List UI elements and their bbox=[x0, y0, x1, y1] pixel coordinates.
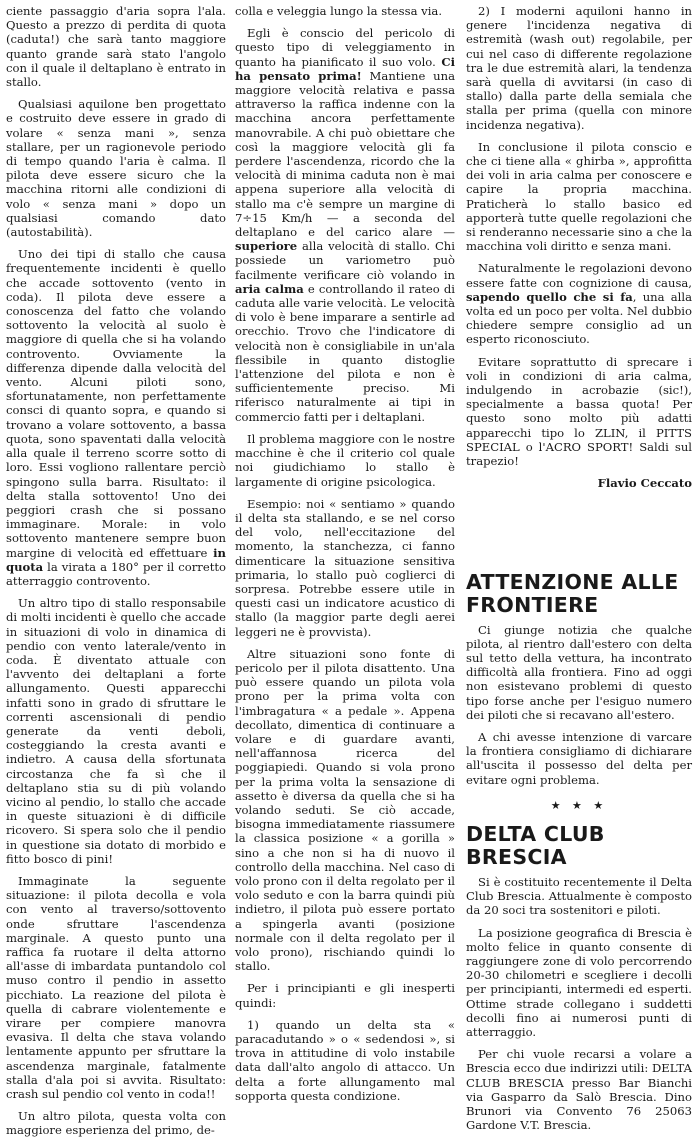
paragraph: Il problema maggiore con le nostre macchine è che il criterio col quale noi giudichiamo lo stallo è largamente di origine psicologica. bbox=[235, 431, 455, 489]
text-run: Naturalmente le regolazioni devono essere fatte con cognizione di causa, bbox=[466, 261, 692, 290]
paragraph: Evitare soprattutto di sprecare i voli in condizioni di aria calma, indulgendo in acrobazie (sic!), specialmente a bassa quota! Per questo sono molto più adatti apparecchi tipo lo ZLIN, il PITTS SPECIAL o l'ACRO SPORT! Saldi sul trapezio! bbox=[466, 354, 692, 469]
paragraph: Altre situazioni sono fonte di pericolo per il pilota disattento. Una può essere quando un pilota vola prono per la prima volta con l'imbragatura « a pedale ». Appena decollato, dimentica di continuare a volare e di guardare avanti, nell'affannosa ricerca del poggiapiedi. Quando si vola prono per la prima volta la sensazione di assetto è diversa da quella che si ha volando seduti. Se ciò accade, bisogna immediatamente riassumere la classica posizione « a gorilla » sino a che non si ha di nuovo il controllo della macchina. Nel caso di volo prono con il delta regolato per il volo seduto e con la barra quindi più indietro, il pilota può essere portato a spingerla avanti (posizione normale con il delta regolato per il volo prono), rischiando quindi lo stallo. bbox=[235, 646, 455, 974]
paragraph: A chi avesse intenzione di varcare la frontiera consigliamo di dichiarare all'uscita il possesso del delta per evitare ogni problema. bbox=[466, 729, 692, 787]
text-run: alla velocità di stallo. Chi possiede un variometro può facilmente verificare ciò volando in bbox=[235, 239, 455, 282]
paragraph: Per chi vuole recarsi a volare a Brescia ecco due indirizzi utili: DELTA CLUB BRESCIA presso Bar Bianchi via Gasparro da Salò Brescia. Dino Brunori via Convento 76 25063 Gardone V.T. Brescia. bbox=[466, 1047, 692, 1133]
text-run: Egli è conscio del pericolo di questo tipo di veleggiamento in quanto ha pianificato il suo volo. bbox=[235, 26, 455, 69]
text-run: Mantiene una maggiore velocità relativa e passa attraverso la raffica indenne con la macchina ancora perfettamente manovrabile. A chi può obiettare che così la maggiore velocità gli fa perdere l'ascendenza, ricordo che la velocità di minima caduta non è mai appena superiore alla velocità di stallo ma c'è sempre un margine di 7÷15 Km/h — a seconda del deltaplano e del carico alare — bbox=[235, 68, 455, 240]
paragraph: 2) I moderni aquiloni hanno in genere l'incidenza negativa di estremità (wash out) regolabile, per cui nel caso di differente regolazione tra le due estremità alari, la tendenza sarà quella di avvitarsi (in caso di stallo) dalla parte della semiala che stalla per prima (quella con minore incidenza negativa). bbox=[466, 4, 692, 132]
bold-text: aria calma bbox=[235, 281, 304, 296]
paragraph: Immaginate la seguente situazione: il pilota decolla e vola con vento al traverso/sottovento onde sfruttare l'ascendenza marginale. A questo punto una raffica fa ruotare il delta attorno all'asse di imbardata puntandolo col muso contro il pendio in assetto picchiato. La reazione del pilota è quella di cabrare violentemente e virare per compiere manovra evasiva. Il delta che stava volando lentamente appunto per sfruttare la ascendenza marginale, fatalmente stalla d'ala poi si avvita. Risultato: crash sul pendio col vento in coda!! bbox=[6, 873, 226, 1102]
author-signature: Flavio Ceccato bbox=[597, 476, 692, 491]
paragraph: 1) quando un delta sta « paracadutando » o « sedendosi », si trova in attitudine di volo instabile data dall'alto angolo di attacco. Un delta a forte allungamento mal sopporta questa condizione. bbox=[235, 1017, 455, 1103]
paragraph bbox=[466, 261, 692, 346]
bold-text: superiore bbox=[235, 239, 298, 254]
paragraph: ciente passaggio d'aria sopra l'ala. Questo a prezzo di perdita di quota (caduta!) che sarà tanto maggiore quanto grande sarà stato l'angolo con il quale il deltaplano è entrato in stallo. bbox=[6, 4, 226, 90]
star-separator: ★ ★ ★ bbox=[550, 798, 608, 812]
text-run: , una alla volta ed un poco per volta. Nel dubbio chiedere sempre consiglio ad un esperto riconosciuto. bbox=[466, 289, 692, 347]
paragraph: Si è costituito recentemente il Delta Club Brescia. Attualmente è composto da 20 soci tra sostenitori e piloti. bbox=[466, 874, 692, 918]
paragraph bbox=[6, 247, 226, 588]
paragraph: colla e veleggia lungo la stessa via. bbox=[235, 4, 443, 18]
paragraph: Un altro pilota, questa volta con maggiore esperienza del primo, de- bbox=[6, 1109, 226, 1138]
paragraph: Un altro tipo di stallo responsabile di molti incidenti è quello che accade in situazioni di volo in dinamica di pendio con vento laterale/vento in coda. È diventato attuale con l'avvento dei deltaplani a forte allungamento. Questi apparecchi infatti sono in grado di sfruttare le correnti ascensionali di pendio generate da venti deboli, costeggiando la cresta avanti e indietro. A causa della sfortunata circostanza che fa sì che il deltaplano stia su di più volando vicino al pendio, lo stallo che accade in queste situazioni è di difficile ricovero. Si spera solo che il pendio in questione sia dotato di morbido e fitto bosco di pini! bbox=[6, 596, 226, 866]
text-run: e controllando il rateo di caduta alle varie velocità. Le velocità di volo è bene imparare a sentirle ad orecchio. Trovo che l'indicatore di velocità non è consigliabile in un'ala flessibile in quanto distoglie l'attenzione del pilota e non è sufficientemente preciso. Mi riferisco naturalmente ai tipi in commercio fatti per i deltaplani. bbox=[235, 281, 455, 424]
bold-text: Ci ha pensato prima! bbox=[235, 54, 455, 83]
text-run: la virata a 180° per il corretto atterraggio controvento. bbox=[6, 559, 226, 588]
paragraph: Per i principianti e gli inesperti quindi: bbox=[235, 981, 455, 1010]
section-heading-frontiere: ATTENZIONE ALLE FRONTIERE bbox=[466, 569, 679, 617]
paragraph: Ci giunge notizia che qualche pilota, al rientro dall'estero con delta sul tetto della vettura, ha incontrato difficoltà alla frontiera. Fino ad oggi non esistevano problemi di questo tipo forse anche per l'esiguo numero dei piloti che si recavano all'estero. bbox=[466, 622, 692, 722]
paragraph: La posizione geografica di Brescia è molto felice in quanto consente di raggiungere zone di volo percorrendo 20-30 chilometri e scegliere i decolli per principianti, intermedi ed esperti. Ottime strade collegano i suddetti decolli fino ai numerosi punti di atterraggio. bbox=[466, 925, 692, 1039]
paragraph: In conclusione il pilota conscio e che ci tiene alla « ghirba », approfitta dei voli in aria calma per conoscere e capire la propria macchina. Praticherà lo stallo basico ed apporterà tutte quelle regolazioni che si renderanno necessarie sino a che la macchina voli diritto e senza mani. bbox=[466, 139, 692, 254]
text-run: Uno dei tipi di stallo che causa frequentemente incidenti è quello che accade sottovento (vento in coda). Il pilota deve essere a conoscenza del fatto che volando sottovento la velocità al suolo è maggiore di quella che si ha volando controvento. Ovviamente la differenza dipende dalla velocità del vento. Alcuni piloti sono, sfortunatamente, non perfettamente consci di quanto sopra, e quando si trovano a volare sottovento, a bassa quota, sono spaventati dalla velocità alla quale il terreno scorre sotto di loro. Essi vogliono rallentare perciò spingono sulla barra. Risultato: il delta stalla sottovento! Uno dei peggiori crash che si possano immaginare. Morale: in volo sottovento mantenere sempre buon margine di velocità ed effettuare bbox=[6, 247, 226, 560]
section-heading-delta-club: DELTA CLUB BRESCIA bbox=[466, 821, 605, 869]
paragraph bbox=[235, 26, 455, 424]
column-3 bbox=[466, 4, 692, 1140]
bold-text: sapendo quello che si fa bbox=[466, 289, 633, 304]
column-1 bbox=[6, 4, 226, 1146]
spacer bbox=[466, 499, 692, 561]
paragraph: Qualsiasi aquilone ben progettato e costruito deve essere in grado di volare « senza mani », senza stallare, per un ragionevole periodo di tempo quando l'aria è calma. Il pilota deve essere sicuro che la macchina ritorni alle condizioni di volo « senza mani » dopo un qualsiasi comando dato (autostabilità). bbox=[6, 97, 226, 240]
column-2 bbox=[235, 4, 455, 1111]
paragraph: Esempio: noi « sentiamo » quando il delta sta stallando, e se nel corso del volo, nell'eccitazione del momento, la stanchezza, ci fanno dimenticare la situazione sensitiva primaria, lo stallo può coglierci di sorpresa. Potrebbe essere utile in questi casi un indicatore acustico di stallo (la maggior parte degli aerei leggeri ne è provvista). bbox=[235, 496, 455, 639]
bold-text: in quota bbox=[6, 545, 226, 574]
